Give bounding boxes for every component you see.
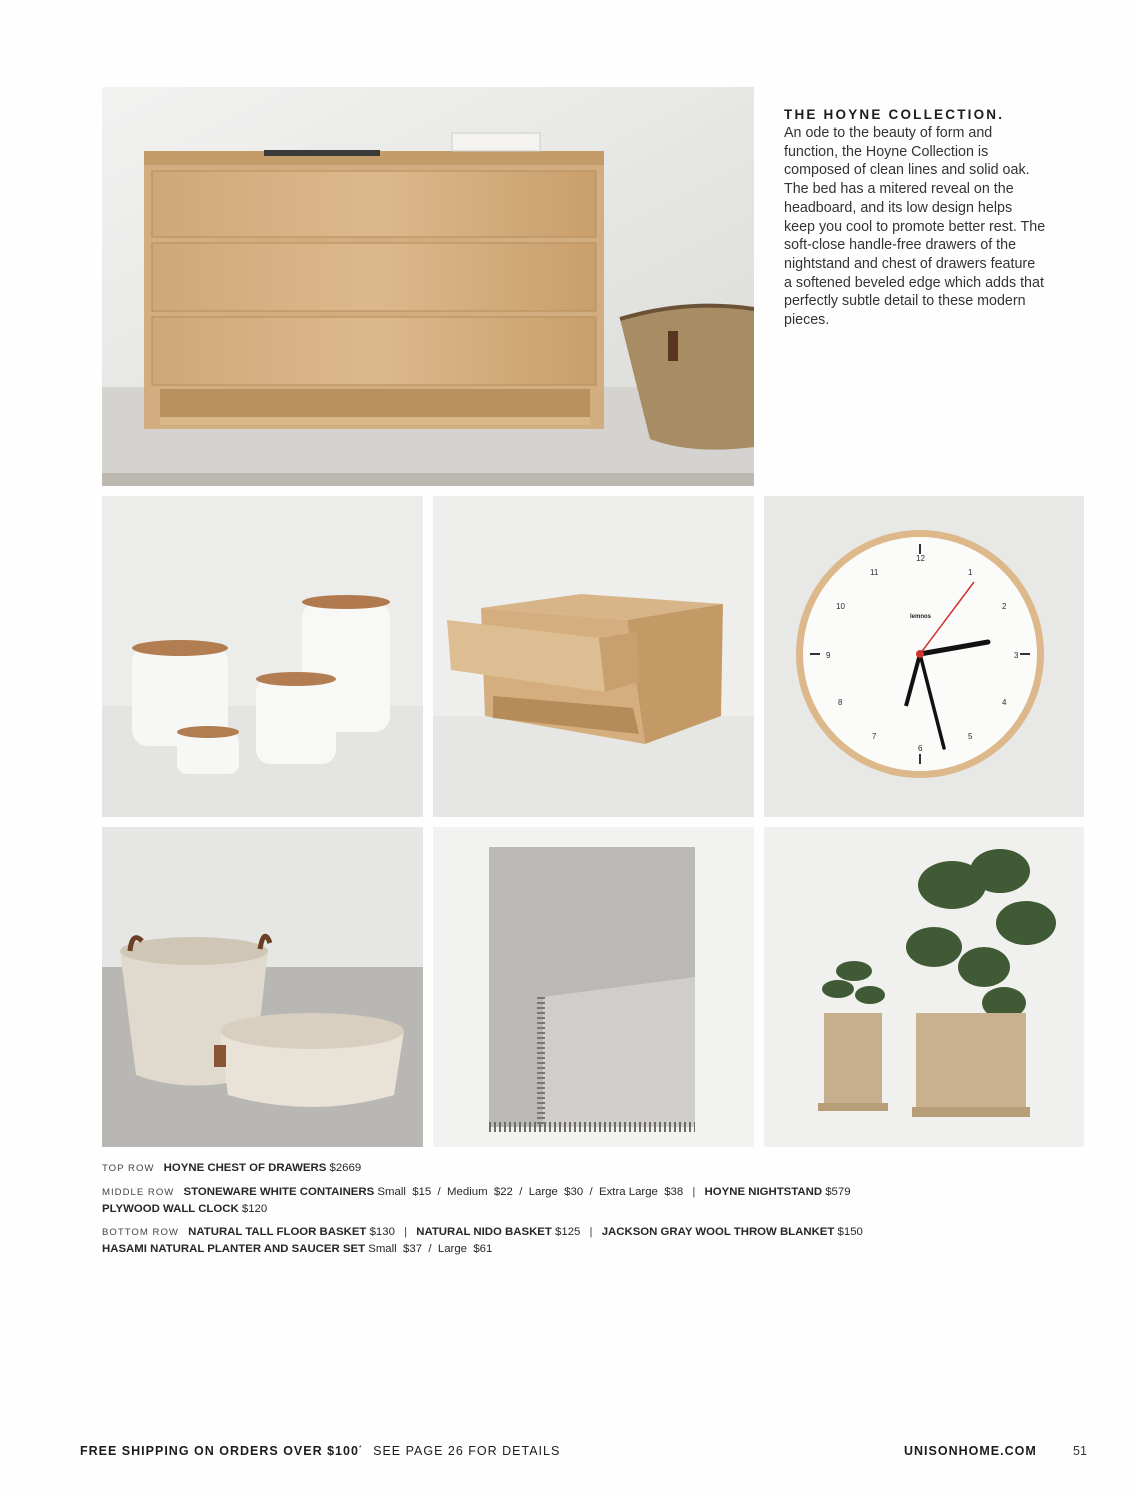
row-label: MIDDLE ROW (102, 1187, 175, 1198)
photo-natural-baskets (102, 827, 423, 1147)
clock-numeral: 1 (968, 568, 973, 577)
clock-numeral: 4 (1002, 698, 1007, 707)
clock-numeral: 9 (826, 651, 831, 660)
product-name: PLYWOOD WALL CLOCK (102, 1203, 239, 1215)
clock-numeral: 6 (918, 744, 923, 753)
product-name: NATURAL TALL FLOOR BASKET (188, 1226, 367, 1238)
product-name: STONEWARE WHITE CONTAINERS (183, 1186, 375, 1198)
shipping-details-link[interactable]: SEE PAGE 26 FOR DETAILS (373, 1444, 561, 1458)
clock-brand: lemnos (910, 614, 932, 620)
product-name: HOYNE CHEST OF DRAWERS (163, 1162, 327, 1174)
product-price: Small $37 / Large $61 (368, 1243, 493, 1255)
photo-wool-throw-blanket (433, 827, 754, 1147)
product-name: HASAMI NATURAL PLANTER AND SAUCER SET (102, 1243, 366, 1255)
product-name: JACKSON GRAY WOOL THROW BLANKET (601, 1226, 835, 1238)
caption-bottom-row (102, 1224, 1002, 1257)
clock-numeral: 8 (838, 698, 843, 707)
website-link[interactable]: UNISONHOME.COM (904, 1444, 1037, 1458)
clock-numeral: 12 (916, 554, 925, 563)
product-price: $579 (825, 1186, 851, 1198)
clock-numeral: 7 (872, 732, 877, 741)
product-price: $130 (369, 1226, 395, 1238)
separator: | (589, 1226, 593, 1238)
clock-numeral: 10 (836, 602, 845, 611)
row-label: TOP ROW (102, 1163, 155, 1174)
separator: | (692, 1186, 696, 1198)
asterisk: * (358, 1444, 363, 1452)
clock-numeral: 2 (1002, 602, 1007, 611)
caption-middle-row (102, 1184, 1002, 1217)
product-price: $150 (837, 1226, 863, 1238)
collection-heading: THE HOYNE COLLECTION. (784, 107, 1005, 122)
free-shipping-text: FREE SHIPPING ON ORDERS OVER $100 (80, 1444, 359, 1458)
product-price: $2669 (329, 1162, 362, 1174)
product-price: $125 (555, 1226, 581, 1238)
clock-numeral: 11 (870, 568, 879, 577)
product-price: $120 (241, 1203, 268, 1215)
product-name: NATURAL NIDO BASKET (416, 1226, 552, 1238)
row-label: BOTTOM ROW (102, 1227, 179, 1238)
product-name: HOYNE NIGHTSTAND (704, 1186, 823, 1198)
photo-stoneware-containers (102, 496, 423, 817)
page-number: 51 (1073, 1444, 1087, 1458)
hero-photo-chest-of-drawers (102, 87, 754, 486)
product-captions (102, 1160, 1002, 1264)
collection-description: An ode to the beauty of form and function, the Hoyne Collection is composed of clean lines and solid oak. The bed has a mitered reveal on the headboard, and its low design helps keep you cool to promote better rest. The soft-close handle-free drawers of the nightstand and chest of drawers feature a softened beveled edge which adds that perfectly subtle detail to these modern pieces. (784, 125, 1046, 329)
clock-numeral: 3 (1014, 651, 1019, 660)
clock-numeral: 5 (968, 732, 973, 741)
collection-intro (784, 106, 1046, 330)
photo-hasami-planters (764, 827, 1084, 1147)
product-price: Small $15 / Medium $22 / Large $30 / Extra Large $38 (377, 1186, 684, 1198)
photo-plywood-wall-clock (764, 496, 1084, 817)
photo-hoyne-nightstand (433, 496, 754, 817)
caption-top-row (102, 1160, 1002, 1177)
footer-shipping-note (80, 1444, 560, 1458)
separator: | (404, 1226, 408, 1238)
